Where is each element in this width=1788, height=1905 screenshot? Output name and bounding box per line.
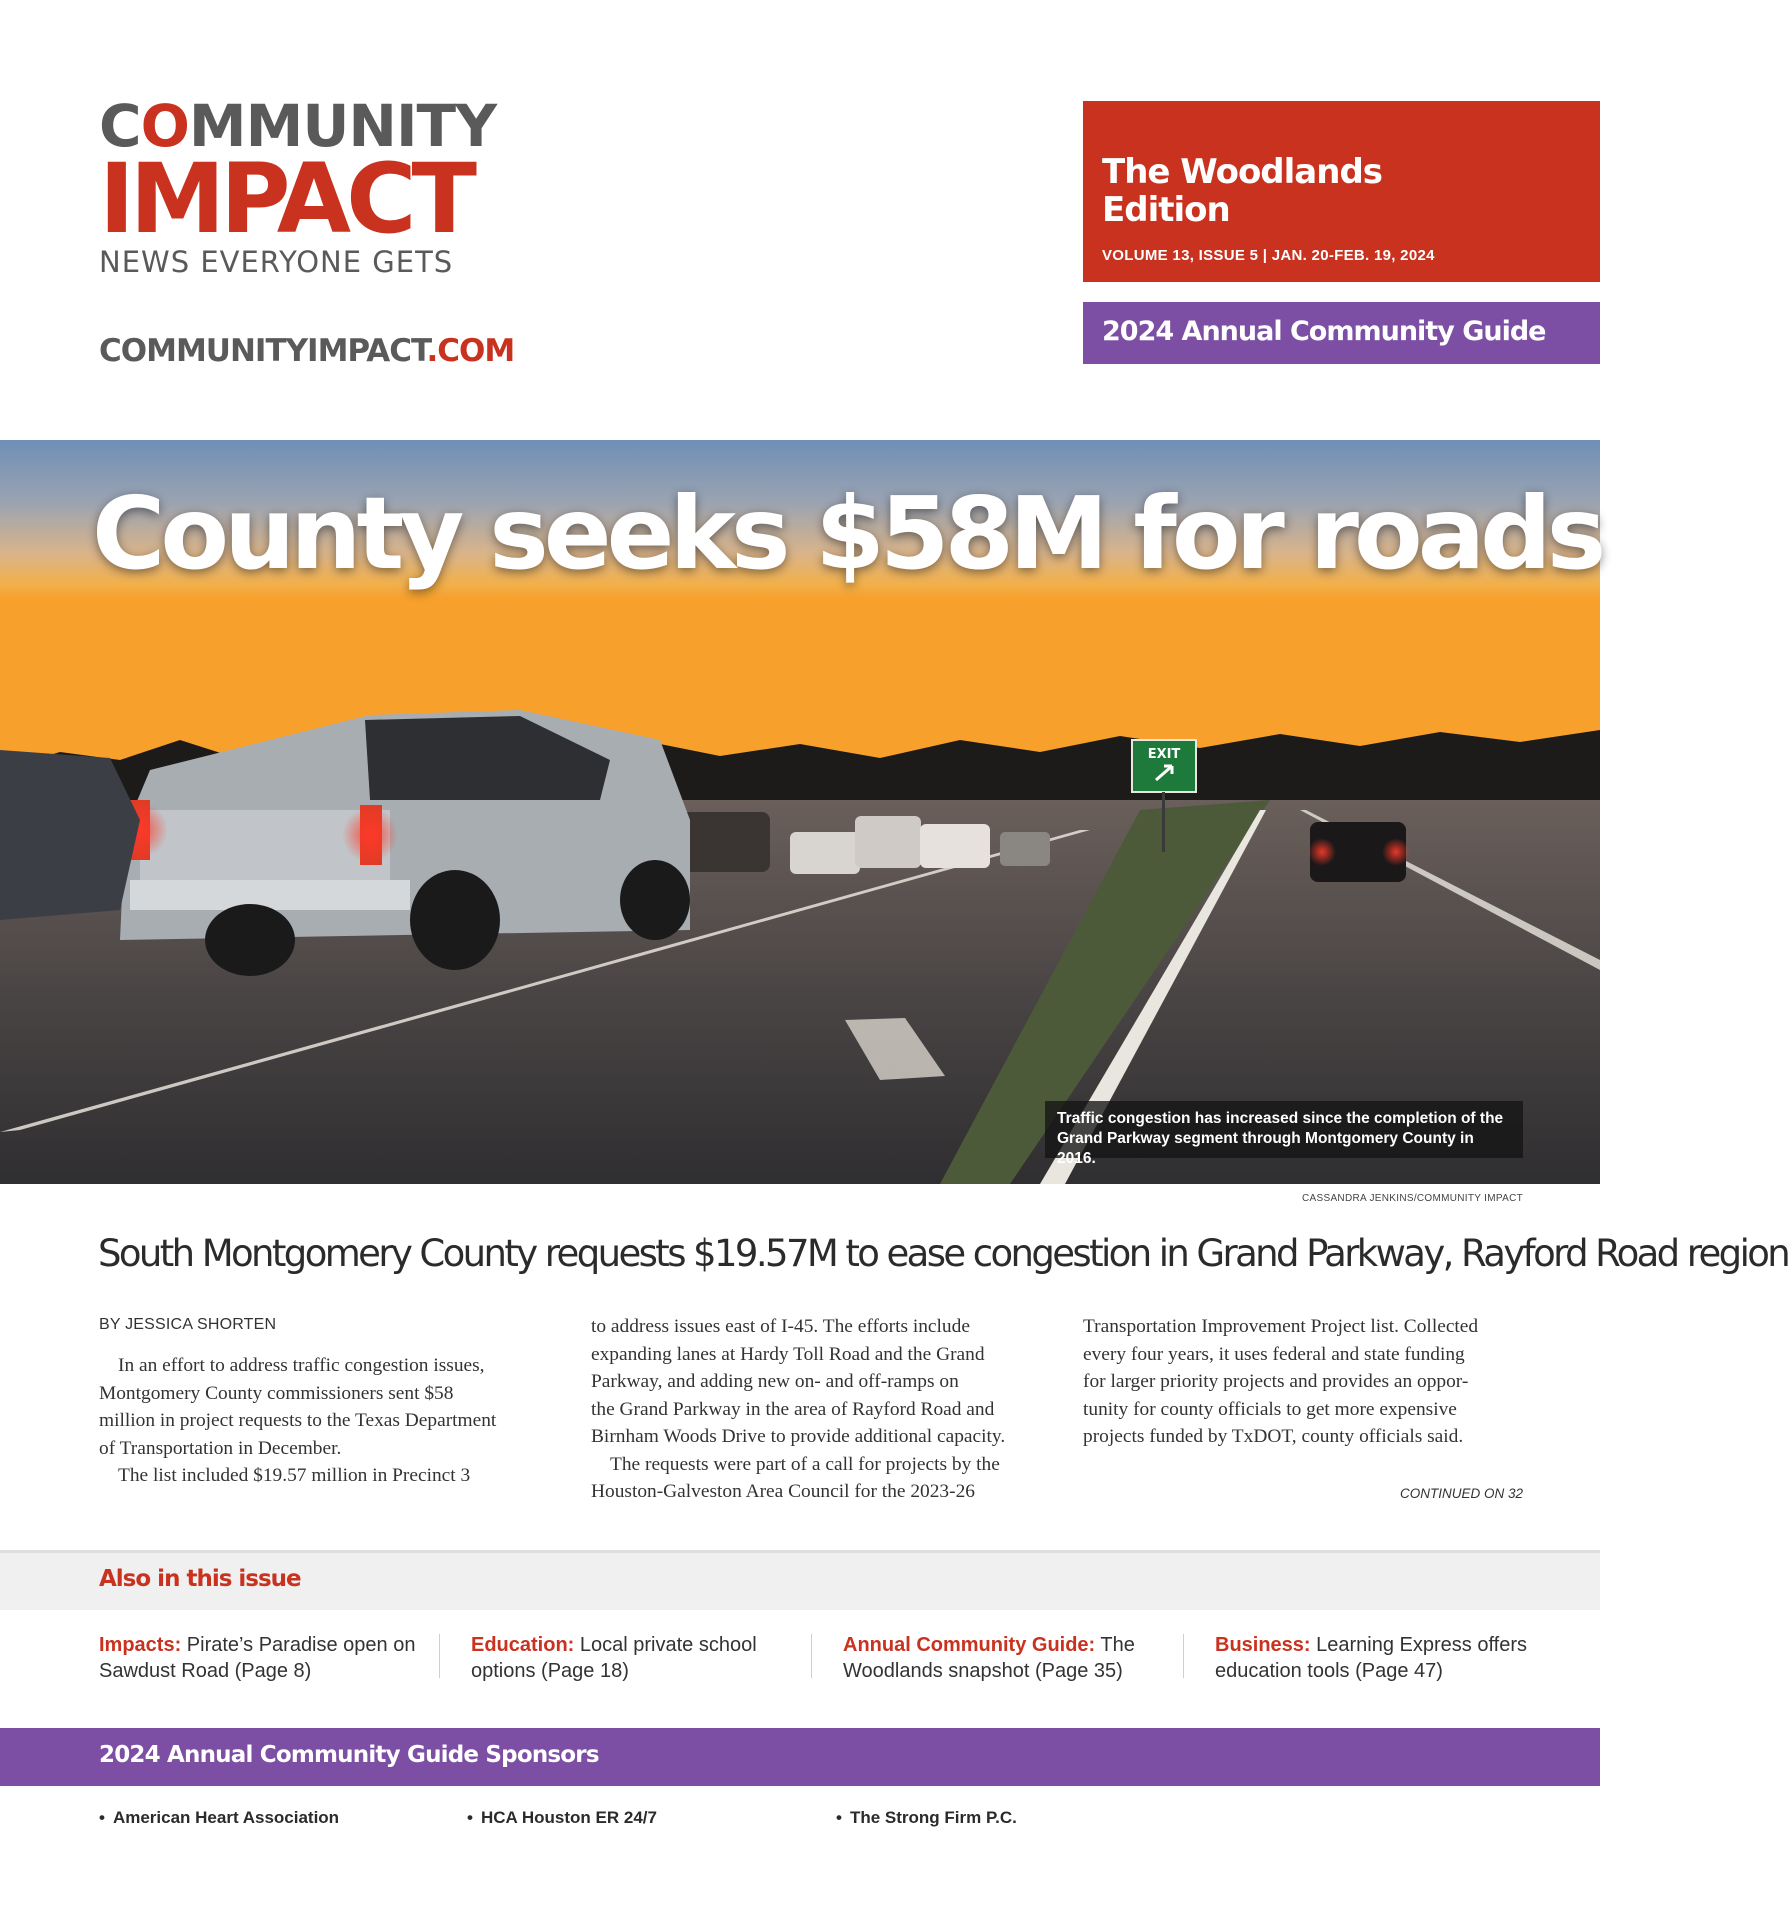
article-column-2: to address issues east of I-45. The efforts include expanding lanes at Hardy Toll Road and the Grand Parkway, and adding new on- and off-ramps on the Grand Parkway in the area of Rayford Road and Birnham Woods Drive to provide additional capacity. The requests were part of a call for projects by the Houston-Galveston Area Council for the 2023-26 (591, 1316, 1006, 1502)
also-item-business[interactable]: Business: Learning Express offers education tools (Page 47) (1215, 1634, 1528, 1682)
byline: BY JESSICA SHORTEN (99, 1316, 277, 1333)
logo-tagline: NEWS EVERYONE GETS (99, 245, 454, 279)
sponsor-item[interactable]: • American Heart Association (99, 1808, 340, 1827)
edition-box (1083, 101, 1600, 282)
photo-credit: CASSANDRA JENKINS/COMMUNITY IMPACT (1302, 1193, 1523, 1204)
edition-title: The Woodlands Edition (1102, 152, 1383, 230)
article-deck: South Montgomery County requests $19.57M to ease congestion in Grand Parkway, Rayford Road region (98, 1232, 1788, 1275)
article-column-1: In an effort to address traffic congestion issues, Montgomery County commissioners sent $58 million in project requests to the Texas Department of Transportation in December. The list included $19.57 million in Precinct 3 (99, 1355, 497, 1486)
annual-guide-banner[interactable]: 2024 Annual Community Guide (1083, 302, 1600, 364)
bullet-icon: • (836, 1808, 842, 1827)
also-item-impacts[interactable]: Impacts: Pirate’s Paradise open on Sawdust Road (Page 8) (99, 1634, 416, 1682)
sponsors-title: 2024 Annual Community Guide Sponsors (99, 1742, 599, 1768)
sponsor-item[interactable]: • The Strong Firm P.C. (836, 1808, 1017, 1827)
site-url-link[interactable]: COMMUNITYIMPACT.COM (99, 333, 515, 369)
community-impact-logo[interactable] (99, 92, 503, 282)
continued-link[interactable]: CONTINUED ON 32 (1399, 1486, 1523, 1501)
exit-sign: EXIT (1147, 747, 1181, 762)
bullet-icon: • (467, 1808, 473, 1827)
logo-community-wordmark: COMMUNITY (99, 92, 497, 160)
masthead (0, 0, 1600, 440)
also-item-education[interactable]: Education: Local private school options (Page 18) (471, 1634, 757, 1682)
logo-impact-wordmark: IMPACT (99, 143, 473, 255)
sponsor-item[interactable]: • HCA Houston ER 24/7 (467, 1808, 657, 1827)
also-in-issue-title: Also in this issue (99, 1566, 301, 1592)
map-pin-icon: O (140, 92, 189, 160)
also-divider (439, 1634, 440, 1678)
edition-volume-issue: VOLUME 13, ISSUE 5 | JAN. 20-FEB. 19, 2024 (1102, 247, 1435, 264)
photo-caption: Traffic congestion has increased since the completion of the Grand Parkway segment through Montgomery County in 2016. (1045, 1101, 1523, 1158)
article-column-3: Transportation Improvement Project list. Collected every four years, it uses federal and state funding for larger priority projects and provides an oppor- tunity for county officials to get more expensive projects funded by TxDOT, county officials said. (1083, 1316, 1479, 1447)
bullet-icon: • (99, 1808, 105, 1827)
also-item-community-guide[interactable]: Annual Community Guide: The Woodlands snapshot (Page 35) (843, 1634, 1135, 1682)
also-divider (811, 1634, 812, 1678)
main-headline: County seeks $58M for roads (92, 475, 1602, 592)
also-divider (1183, 1634, 1184, 1678)
